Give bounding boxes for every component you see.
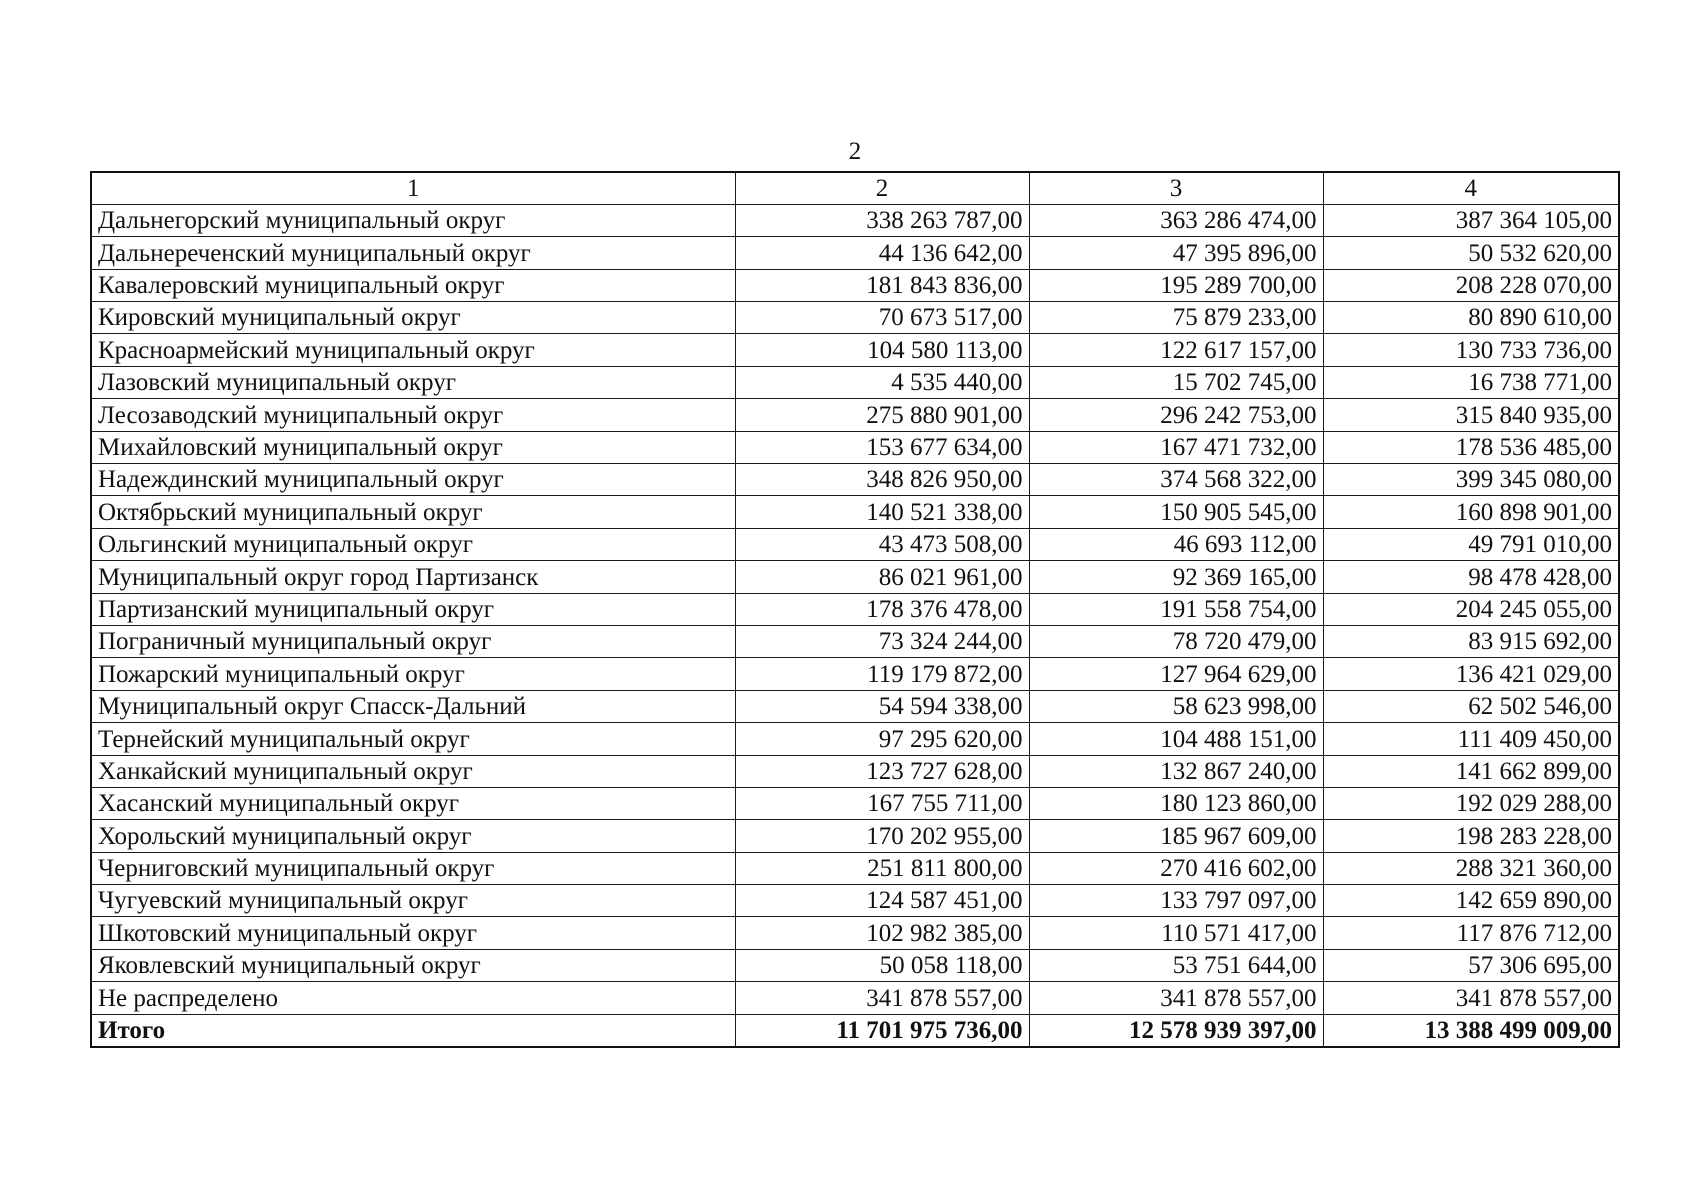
table-row [91, 366, 1619, 398]
table-row [91, 204, 1619, 236]
district-name-cell: Пожарский муниципальный округ [91, 658, 735, 690]
table-row [91, 528, 1619, 560]
district-name-cell: Яковлевский муниципальный округ [91, 949, 735, 981]
district-name-cell: Хасанский муниципальный округ [91, 787, 735, 819]
table-row [91, 269, 1619, 301]
value-col-2-cell: 181 843 836,00 [735, 269, 1029, 301]
page-number: 2 [848, 138, 862, 165]
value-col-4-cell: 16 738 771,00 [1323, 366, 1619, 398]
value-col-4-cell: 192 029 288,00 [1323, 787, 1619, 819]
value-col-4-cell: 62 502 546,00 [1323, 690, 1619, 722]
table-row [91, 593, 1619, 625]
table-row [91, 302, 1619, 334]
value-col-3-cell: 12 578 939 397,00 [1029, 1014, 1323, 1046]
value-col-3-cell: 110 571 417,00 [1029, 917, 1323, 949]
value-col-2-cell: 178 376 478,00 [735, 593, 1029, 625]
value-col-2-cell: 153 677 634,00 [735, 431, 1029, 463]
value-col-4-cell: 111 409 450,00 [1323, 723, 1619, 755]
value-col-3-cell: 47 395 896,00 [1029, 237, 1323, 269]
district-name-cell: Лазовский муниципальный округ [91, 366, 735, 398]
value-col-2-cell: 119 179 872,00 [735, 658, 1029, 690]
value-col-4-cell: 399 345 080,00 [1323, 464, 1619, 496]
value-col-2-cell: 73 324 244,00 [735, 625, 1029, 657]
value-col-4-cell: 49 791 010,00 [1323, 528, 1619, 560]
district-name-cell: Михайловский муниципальный округ [91, 431, 735, 463]
table-row [91, 852, 1619, 884]
value-col-3-cell: 150 905 545,00 [1029, 496, 1323, 528]
table-row [91, 561, 1619, 593]
value-col-3-cell: 167 471 732,00 [1029, 431, 1323, 463]
table-row [91, 658, 1619, 690]
header-cell-2: 2 [735, 172, 1029, 204]
table-row [91, 625, 1619, 657]
value-col-3-cell: 341 878 557,00 [1029, 982, 1323, 1014]
value-col-4-cell: 387 364 105,00 [1323, 204, 1619, 236]
district-name-cell: Надеждинский муниципальный округ [91, 464, 735, 496]
value-col-3-cell: 46 693 112,00 [1029, 528, 1323, 560]
value-col-4-cell: 178 536 485,00 [1323, 431, 1619, 463]
value-col-2-cell: 338 263 787,00 [735, 204, 1029, 236]
value-col-2-cell: 167 755 711,00 [735, 787, 1029, 819]
value-col-2-cell: 104 580 113,00 [735, 334, 1029, 366]
value-col-4-cell: 160 898 901,00 [1323, 496, 1619, 528]
district-name-cell: Кавалеровский муниципальный округ [91, 269, 735, 301]
value-col-2-cell: 124 587 451,00 [735, 885, 1029, 917]
value-col-4-cell: 117 876 712,00 [1323, 917, 1619, 949]
value-col-4-cell: 198 283 228,00 [1323, 820, 1619, 852]
value-col-4-cell: 57 306 695,00 [1323, 949, 1619, 981]
value-col-3-cell: 122 617 157,00 [1029, 334, 1323, 366]
district-name-cell: Тернейский муниципальный округ [91, 723, 735, 755]
value-col-4-cell: 141 662 899,00 [1323, 755, 1619, 787]
value-col-4-cell: 142 659 890,00 [1323, 885, 1619, 917]
value-col-3-cell: 296 242 753,00 [1029, 399, 1323, 431]
value-col-3-cell: 185 967 609,00 [1029, 820, 1323, 852]
value-col-2-cell: 275 880 901,00 [735, 399, 1029, 431]
value-col-2-cell: 97 295 620,00 [735, 723, 1029, 755]
value-col-4-cell: 136 421 029,00 [1323, 658, 1619, 690]
value-col-2-cell: 251 811 800,00 [735, 852, 1029, 884]
district-name-cell: Не распределено [91, 982, 735, 1014]
table-row [91, 334, 1619, 366]
value-col-3-cell: 78 720 479,00 [1029, 625, 1323, 657]
value-col-3-cell: 133 797 097,00 [1029, 885, 1323, 917]
district-name-cell: Дальнегорский муниципальный округ [91, 204, 735, 236]
value-col-2-cell: 140 521 338,00 [735, 496, 1029, 528]
table-row [91, 917, 1619, 949]
district-name-cell: Хорольский муниципальный округ [91, 820, 735, 852]
total-row [91, 1014, 1619, 1046]
value-col-2-cell: 43 473 508,00 [735, 528, 1029, 560]
table-header-row [91, 172, 1619, 204]
district-name-cell: Муниципальный округ город Партизанск [91, 561, 735, 593]
value-col-2-cell: 123 727 628,00 [735, 755, 1029, 787]
table-row [91, 787, 1619, 819]
table-body [91, 172, 1619, 1047]
value-col-2-cell: 70 673 517,00 [735, 302, 1029, 334]
table-row [91, 982, 1619, 1014]
header-cell-4: 4 [1323, 172, 1619, 204]
value-col-2-cell: 341 878 557,00 [735, 982, 1029, 1014]
district-name-cell: Кировский муниципальный округ [91, 302, 735, 334]
district-name-cell: Итого [91, 1014, 735, 1046]
value-col-4-cell: 83 915 692,00 [1323, 625, 1619, 657]
value-col-2-cell: 50 058 118,00 [735, 949, 1029, 981]
value-col-2-cell: 54 594 338,00 [735, 690, 1029, 722]
value-col-4-cell: 288 321 360,00 [1323, 852, 1619, 884]
value-col-3-cell: 58 623 998,00 [1029, 690, 1323, 722]
district-name-cell: Шкотовский муниципальный округ [91, 917, 735, 949]
value-col-2-cell: 44 136 642,00 [735, 237, 1029, 269]
table-row [91, 496, 1619, 528]
district-name-cell: Пограничный муниципальный округ [91, 625, 735, 657]
table-row [91, 949, 1619, 981]
value-col-2-cell: 86 021 961,00 [735, 561, 1029, 593]
header-cell-3: 3 [1029, 172, 1323, 204]
budget-table [90, 171, 1620, 1048]
value-col-3-cell: 92 369 165,00 [1029, 561, 1323, 593]
table-row [91, 755, 1619, 787]
table-row [91, 820, 1619, 852]
district-name-cell: Дальнереченский муниципальный округ [91, 237, 735, 269]
value-col-3-cell: 132 867 240,00 [1029, 755, 1323, 787]
table-row [91, 431, 1619, 463]
value-col-3-cell: 195 289 700,00 [1029, 269, 1323, 301]
value-col-4-cell: 50 532 620,00 [1323, 237, 1619, 269]
value-col-4-cell: 315 840 935,00 [1323, 399, 1619, 431]
value-col-3-cell: 363 286 474,00 [1029, 204, 1323, 236]
value-col-2-cell: 11 701 975 736,00 [735, 1014, 1029, 1046]
value-col-4-cell: 13 388 499 009,00 [1323, 1014, 1619, 1046]
district-name-cell: Лесозаводский муниципальный округ [91, 399, 735, 431]
value-col-4-cell: 208 228 070,00 [1323, 269, 1619, 301]
value-col-4-cell: 341 878 557,00 [1323, 982, 1619, 1014]
value-col-2-cell: 102 982 385,00 [735, 917, 1029, 949]
district-name-cell: Красноармейский муниципальный округ [91, 334, 735, 366]
value-col-3-cell: 15 702 745,00 [1029, 366, 1323, 398]
value-col-3-cell: 53 751 644,00 [1029, 949, 1323, 981]
value-col-4-cell: 130 733 736,00 [1323, 334, 1619, 366]
value-col-3-cell: 127 964 629,00 [1029, 658, 1323, 690]
value-col-2-cell: 348 826 950,00 [735, 464, 1029, 496]
table-row [91, 464, 1619, 496]
value-col-4-cell: 204 245 055,00 [1323, 593, 1619, 625]
value-col-4-cell: 98 478 428,00 [1323, 561, 1619, 593]
table-row [91, 237, 1619, 269]
district-name-cell: Октябрьский муниципальный округ [91, 496, 735, 528]
value-col-3-cell: 374 568 322,00 [1029, 464, 1323, 496]
district-name-cell: Чугуевский муниципальный округ [91, 885, 735, 917]
district-name-cell: Партизанский муниципальный округ [91, 593, 735, 625]
value-col-2-cell: 170 202 955,00 [735, 820, 1029, 852]
table-row [91, 690, 1619, 722]
district-name-cell: Муниципальный округ Спасск-Дальний [91, 690, 735, 722]
value-col-3-cell: 104 488 151,00 [1029, 723, 1323, 755]
value-col-4-cell: 80 890 610,00 [1323, 302, 1619, 334]
district-name-cell: Черниговский муниципальный округ [91, 852, 735, 884]
value-col-3-cell: 270 416 602,00 [1029, 852, 1323, 884]
table-row [91, 723, 1619, 755]
table-row [91, 885, 1619, 917]
district-name-cell: Ханкайский муниципальный округ [91, 755, 735, 787]
value-col-3-cell: 75 879 233,00 [1029, 302, 1323, 334]
value-col-3-cell: 191 558 754,00 [1029, 593, 1323, 625]
district-name-cell: Ольгинский муниципальный округ [91, 528, 735, 560]
table-row [91, 399, 1619, 431]
value-col-2-cell: 4 535 440,00 [735, 366, 1029, 398]
header-cell-1: 1 [91, 172, 735, 204]
value-col-3-cell: 180 123 860,00 [1029, 787, 1323, 819]
